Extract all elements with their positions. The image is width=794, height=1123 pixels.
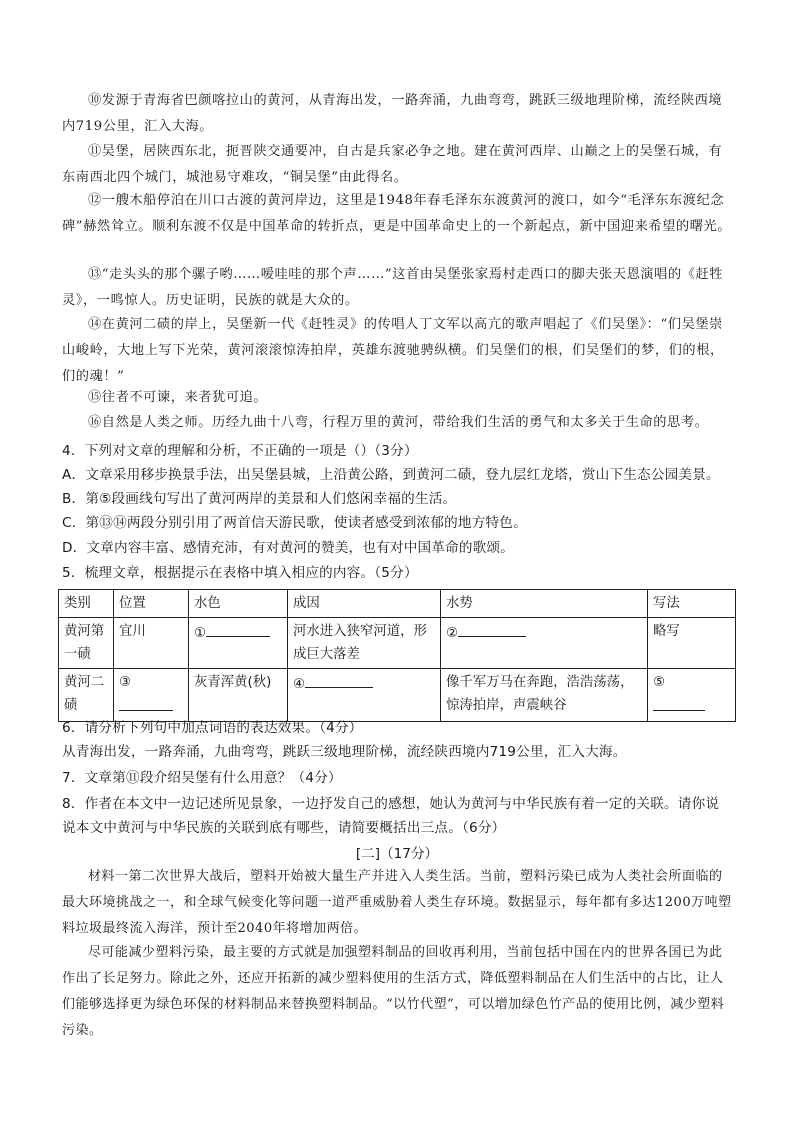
material-1-paragraph: 材料一第二次世界大战后，塑料开始被大量生产并进入人类生活。当前，塑料污染已成为人类社会所面临的最大环境挑战之一，和全球气候变化等问题一道严重威胁着人类生存环境。数据显示，每年都有多达1200万吨塑料垃圾最终流入海洋，预计至2040年将增加两倍。 [62,869,732,936]
table-header-cell: 水色 [189,590,288,618]
question-8-line-1: 8．作者在本文中一边记述所见景象，一边抒发自己的感想，她认为黄河与中华民族有着一定的关联。请你说 [62,796,720,812]
table-cell: 略写 [648,618,736,669]
table-header-row [59,590,736,618]
table-cell: 河水进入狭窄河道，形成巨大落差 [288,618,441,669]
question-4-option-c: C．第⑬⑭两段分别引用了两首信天游民歌，使读者感受到浓郁的地方特色。 [62,515,527,531]
table-header-cell: 写法 [648,590,736,618]
table-header-cell: 类别 [59,590,114,618]
answer-blank-4[interactable] [305,671,373,688]
section-2-title: [二]（17分） [355,846,439,862]
blank-label: ④ [293,677,306,692]
question-4: 4．下列对文章的理解和分析，不正确的一项是（）（3分） [62,443,418,459]
question-6: 6．请分析下列句中加点词语的表达效果。（4分） [62,720,363,736]
passage-paragraph-10: ⑩发源于青海省巴颜喀拉山的黄河，从青海出发，一路奔涌，九曲弯弯，跳跃三级地理阶梯，流经陕西境内719公里，汇入大海。 [62,93,723,134]
table-cell: 像千军万马在奔跑，浩浩荡荡，惊涛拍岸，声震峡谷 [441,669,648,722]
material-2-paragraph: 尽可能减少塑料污染，最主要的方式就是加强塑料制品的回收再利用，当前包括中国在内的世界各国已为此作出了长足努力。除此之外，还应开拓新的减少塑料使用的生活方式，降低塑料制品在人们生活中的占比，让人们能够选择更为绿色环保的材料制品来替换塑料制品。“以竹代塑”，可以增加绿色竹产品的使用比例，减少塑料污染。 [62,945,725,1038]
passage-paragraph-11: ⑪吴堡，居陕西东北，扼晋陕交通要冲，自古是兵家必争之地。建在黄河西岸、山巅之上的吴堡石城，有东南西北四个城门，城池易守难攻，“铜吴堡”由此得名。 [62,144,723,185]
blank-label: ⑤ [653,675,666,690]
question-7: 7．文章第⑪段介绍吴堡有什么用意？（4分） [62,770,342,786]
blank-label: ② [446,626,459,641]
table-header-cell: 位置 [114,590,189,618]
table-header-cell: 成因 [288,590,441,618]
table-cell: 黄河第一碛 [59,618,114,669]
answer-blank-2[interactable] [458,620,526,637]
question-4-option-b: B．第⑤段画线句写出了黄河两岸的美景和人们悠闲幸福的生活。 [62,491,457,507]
table-header-cell: 水势 [441,590,648,618]
table-row [59,618,736,669]
answer-blank-3[interactable] [119,694,173,711]
passage-paragraph-13: ⑬“走头头的那个骡子哟……嗳哇哇的那个声……”这首由吴堡张家焉村走西口的脚夫张天恩演唱的《赶牲灵》，一鸣惊人。历史证明，民族的就是大众的。 [62,267,724,308]
question-8-line-2: 说本文中黄河与中华民族的关联到底有哪些，请简要概括出三点。（6分） [62,820,506,836]
passage-paragraph-14: ⑭在黄河二碛的岸上，吴堡新一代《赶牲灵》的传唱人丁文军以高亢的歌声唱起了《们吴堡》：“们吴堡崇山峻岭，大地上写下光荣，黄河滚滚惊涛拍岸，英雄东渡驰骋纵横。们吴堡们的根，们吴堡们的梦，们的根，们的魂！” [62,317,724,384]
blank-label: ③ [119,675,132,690]
passage-paragraph-16: ⑯自然是人类之师。历经九曲十八弯，行程万里的黄河，带给我们生活的勇气和太多关于生命的思考。 [88,415,709,430]
answer-blank-5[interactable] [653,694,705,711]
answer-blank-1[interactable] [206,620,270,637]
passage-paragraph-12: ⑫一艘木船停泊在川口古渡的黄河岸边，这里是1948年春毛泽东东渡黄河的渡口，如今“毛泽东东渡纪念碑”赫然耸立。顺利东渡不仅是中国革命的转折点，更是中国革命史上的一个新起点，新中国迎来希望的曙光。 [62,193,732,234]
table-cell: 黄河二碛 [59,669,114,722]
question-4-option-d: D．文章内容丰富、感情充沛，有对黄河的赞美，也有对中国革命的歌颂。 [62,540,515,556]
answer-table [58,589,736,722]
table-cell [114,669,189,722]
question-6-sentence: 从青海出发，一路奔涌，九曲弯弯，跳跃三级地理阶梯，流经陕西境内719公里，汇入大海。 [62,744,627,760]
table-cell [288,669,441,722]
blank-label: ① [194,626,207,641]
table-cell [189,618,288,669]
table-cell: 灰青浑黄(秋) [189,669,288,722]
table-row [59,669,736,722]
passage-paragraph-15: ⑮往者不可谏，来者犹可追。 [88,390,268,405]
table-cell: 宜川 [114,618,189,669]
question-5: 5．梳理文章，根据提示在表格中填入相应的内容。（5分） [62,565,418,581]
table-cell [648,669,736,722]
question-4-option-a: A．文章采用移步换景手法，出吴堡县城，上沿黄公路，到黄河二碛，登九层红龙塔，赏山下生态公园美景。 [62,467,720,483]
table-cell [441,618,648,669]
